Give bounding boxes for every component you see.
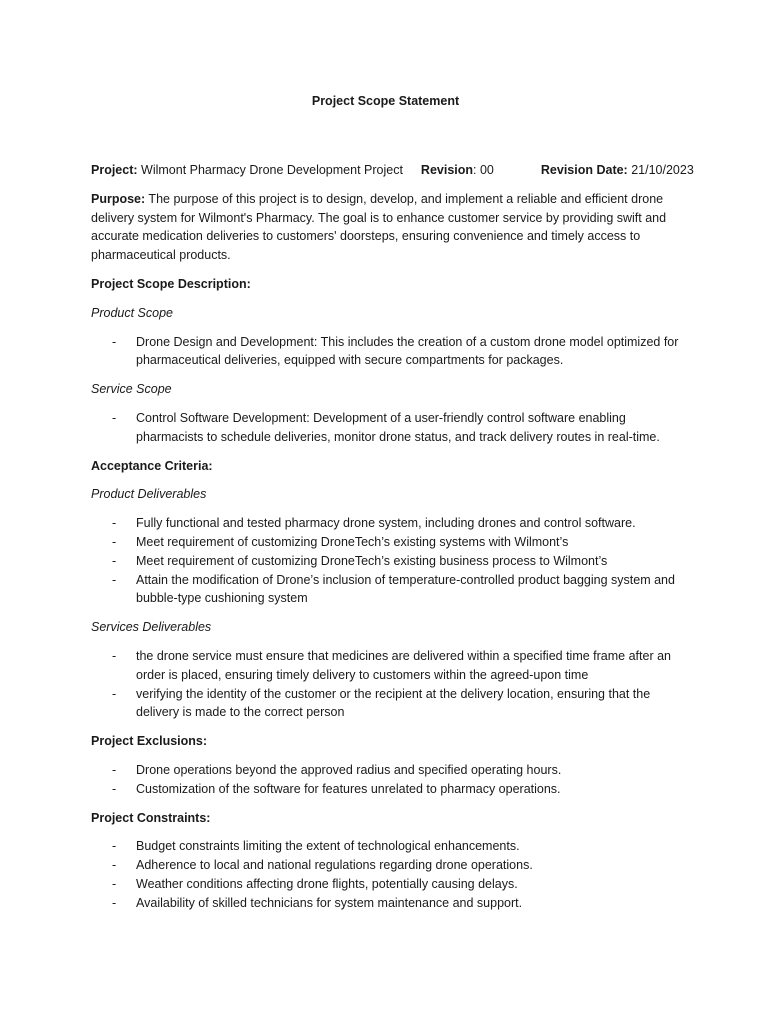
dash-bullet-icon: -	[112, 648, 117, 663]
list-item	[91, 875, 680, 894]
product-deliverables-list	[91, 514, 680, 608]
product-scope-heading: Product Scope	[91, 305, 173, 320]
list-item-text: Customization of the software for features unrelated to pharmacy operations.	[136, 781, 561, 796]
list-item-text: the drone service must ensure that medicines are delivered within a specified time frame after an order is placed, ensuring timely delivery to customers within the agreed-upon time	[136, 648, 671, 682]
project-exclusions-list	[91, 761, 680, 799]
service-scope-heading: Service Scope	[91, 382, 172, 397]
revision-field	[421, 161, 494, 179]
product-scope-list	[91, 333, 680, 371]
dash-bullet-icon: -	[112, 858, 117, 873]
list-item-text: Meet requirement of customizing DroneTech’s existing business process to Wilmont’s	[136, 553, 608, 568]
document-title: Project Scope Statement	[311, 94, 460, 108]
list-item-text: verifying the identity of the customer or the recipient at the delivery location, ensuring that the delivery is made to the correct person	[136, 686, 651, 720]
list-item-text: Attain the modification of Drone’s inclusion of temperature-controlled product bagging system and bubble-type cushioning system	[136, 572, 675, 606]
list-item	[91, 837, 680, 856]
list-item-text: Adherence to local and national regulations regarding drone operations.	[136, 858, 533, 873]
revision-date-value: 21/10/2023	[627, 162, 694, 177]
list-item	[91, 761, 680, 780]
list-item-text: Drone operations beyond the approved radius and specified operating hours.	[136, 762, 562, 777]
dash-bullet-icon: -	[112, 534, 117, 549]
purpose-label: Purpose:	[91, 191, 146, 206]
project-meta-row	[91, 161, 694, 179]
list-item	[91, 552, 680, 571]
list-item	[91, 647, 680, 685]
list-item-text: Meet requirement of customizing DroneTech’s existing systems with Wilmont’s	[136, 534, 569, 549]
acceptance-criteria-heading: Acceptance Criteria:	[91, 458, 213, 473]
dash-bullet-icon: -	[112, 876, 117, 891]
list-item	[91, 685, 680, 723]
dash-bullet-icon: -	[112, 686, 117, 701]
services-deliverables-list	[91, 647, 680, 722]
dash-bullet-icon: -	[112, 839, 117, 854]
services-deliverables-heading: Services Deliverables	[91, 620, 212, 635]
revision-label: Revision	[420, 162, 474, 177]
list-item-text: Budget constraints limiting the extent of technological enhancements.	[136, 839, 520, 854]
list-item	[91, 514, 680, 533]
project-constraints-heading: Project Constraints:	[91, 810, 211, 825]
list-item	[91, 333, 680, 371]
list-item	[91, 856, 680, 875]
scope-description-heading: Project Scope Description:	[91, 276, 251, 291]
project-field	[91, 161, 403, 179]
list-item-text: Drone Design and Development: This includes the creation of a custom drone model optimized for pharmaceutical deliveries, equipped with secure compartments for packages.	[136, 334, 679, 368]
revision-date-field	[541, 161, 694, 179]
list-item	[91, 533, 680, 552]
dash-bullet-icon: -	[112, 572, 117, 587]
project-exclusions-heading: Project Exclusions:	[91, 734, 208, 749]
revision-date-label: Revision Date:	[540, 162, 628, 177]
list-item-text: Availability of skilled technicians for system maintenance and support.	[136, 895, 523, 910]
list-item	[91, 894, 680, 913]
dash-bullet-icon: -	[112, 762, 117, 777]
dash-bullet-icon: -	[112, 516, 117, 531]
list-item-text: Control Software Development: Development of a user-friendly control software enabling pharmacists to schedule deliveries, monitor drone status, and track delivery routes in real-time.	[136, 410, 660, 444]
dash-bullet-icon: -	[112, 781, 117, 796]
project-label: Project:	[91, 162, 138, 177]
dash-bullet-icon: -	[112, 553, 117, 568]
project-value: Wilmont Pharmacy Drone Development Project	[137, 162, 403, 177]
dash-bullet-icon: -	[112, 334, 117, 349]
list-item-text: Weather conditions affecting drone flights, potentially causing delays.	[136, 876, 518, 891]
list-item	[91, 780, 680, 799]
list-item-text: Fully functional and tested pharmacy drone system, including drones and control software.	[136, 516, 636, 531]
revision-value: : 00	[473, 162, 494, 177]
list-item	[91, 571, 680, 609]
service-scope-list	[91, 409, 680, 447]
purpose-paragraph	[91, 190, 680, 265]
product-deliverables-heading: Product Deliverables	[91, 487, 207, 502]
dash-bullet-icon: -	[112, 895, 117, 910]
list-item	[91, 409, 680, 447]
purpose-text: The purpose of this project is to design, develop, and implement a reliable and efficient drone delivery system for Wilmont's Pharmacy. The goal is to enhance customer service by providing swift and accurate medication deliveries to customers' doorsteps, ensuring convenience and timely access to pharmaceutical products.	[91, 191, 667, 263]
dash-bullet-icon: -	[112, 410, 117, 425]
project-constraints-list	[91, 837, 680, 912]
